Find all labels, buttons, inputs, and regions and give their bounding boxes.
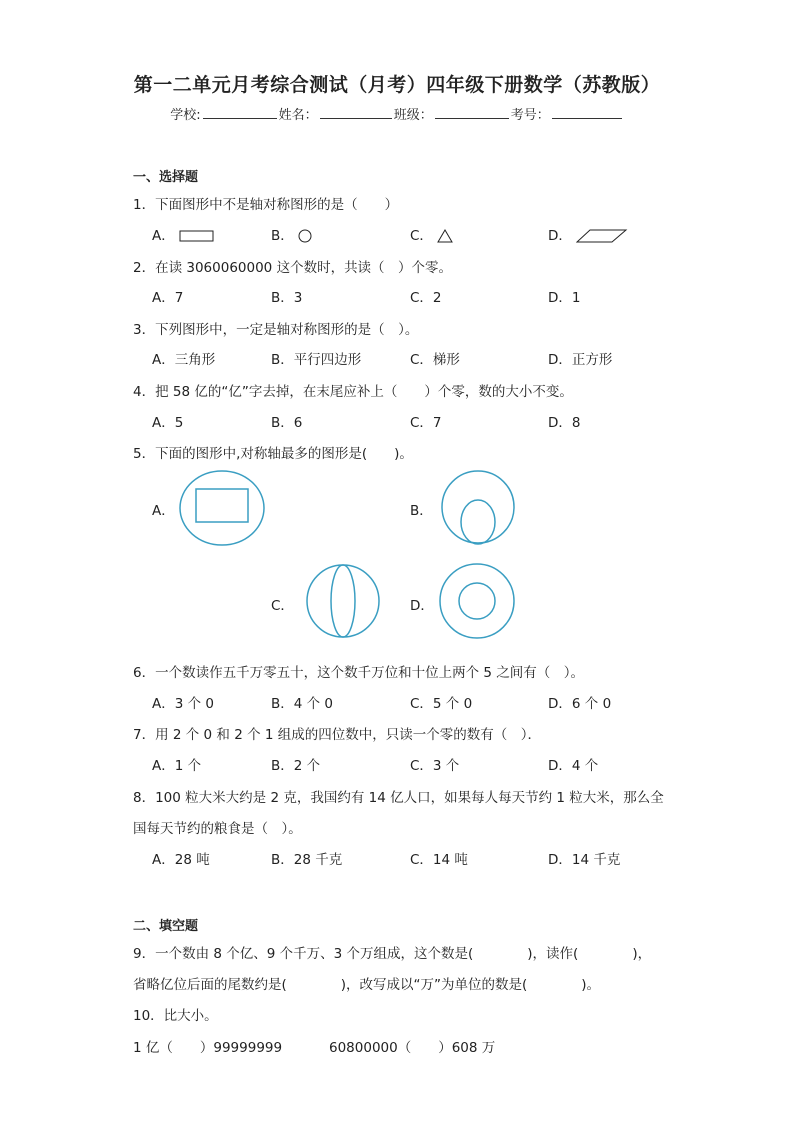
question-6: 6．一个数读作五千万零五十，这个数千万位和十位上两个 5 之间有（ ）。 (133, 665, 585, 681)
section-fill-heading: 二、填空题 (133, 919, 199, 934)
q7-option-d[interactable]: D．4 个 (548, 758, 599, 774)
q3-option-d[interactable]: D．正方形 (548, 352, 613, 368)
q2-option-d[interactable]: D．1 (548, 290, 581, 306)
question-9-line-1: 9．一个数由 8 个亿、9 个千万、3 个万组成，这个数是( )，读作( )， (133, 946, 652, 962)
question-4: 4．把 58 亿的“亿”字去掉，在末尾应补上（ ）个零，数的大小不变。 (133, 384, 573, 400)
q5-option-d[interactable]: D． (410, 598, 434, 614)
q6-option-b[interactable]: B．4 个 0 (271, 696, 334, 712)
school-label: 学校: (170, 108, 201, 123)
question-5: 5．下面的图形中,对称轴最多的图形是( )。 (133, 446, 413, 462)
rectangle-icon (179, 229, 215, 243)
class-blank[interactable] (435, 106, 509, 119)
q2-option-c[interactable]: C．2 (410, 290, 442, 306)
triangle-icon (437, 229, 455, 243)
q1-option-b[interactable]: B． (271, 224, 314, 244)
q8-option-d[interactable]: D．14 千克 (548, 852, 621, 868)
q5-option-a[interactable]: A． (152, 503, 175, 519)
q7-option-b[interactable]: B．2 个 (271, 758, 321, 774)
q2-option-a[interactable]: A．7 (152, 290, 184, 306)
q7-option-a[interactable]: A．1 个 (152, 758, 202, 774)
q10-compare-1[interactable]: 1 亿（ ）99999999 (133, 1040, 283, 1056)
name-blank[interactable] (320, 106, 392, 119)
question-10: 10．比大小。 (133, 1008, 218, 1024)
q5-figure-b-nested-circles (437, 470, 519, 545)
q5-figure-a-ellipse-rectangle (179, 469, 267, 549)
page-title: 第一二单元月考综合测试（月考）四年级下册数学（苏教版） (133, 74, 661, 96)
question-3: 3．下列图形中，一定是轴对称图形的是（ ）。 (133, 322, 419, 338)
q6-option-a[interactable]: A．3 个 0 (152, 696, 214, 712)
question-9-line-2: 省略亿位后面的尾数约是( )，改写成以“万”为单位的数是( )。 (133, 977, 601, 993)
parallelogram-icon (576, 229, 628, 243)
q5-option-b[interactable]: B． (410, 503, 433, 519)
class-label: 班级： (393, 108, 433, 123)
number-label: 考号： (510, 108, 550, 123)
q10-compare-2[interactable]: 60800000（ ）608 万 (329, 1040, 496, 1056)
q8-option-a[interactable]: A．28 吨 (152, 852, 210, 868)
name-label: 姓名： (278, 108, 318, 123)
question-2: 2．在读 3060060000 这个数时，共读（ ）个零。 (133, 260, 453, 276)
q5-option-c[interactable]: C． (271, 598, 294, 614)
school-blank[interactable] (203, 106, 277, 119)
question-8-line-1: 8．100 粒大米大约是 2 克，我国约有 14 亿人口，如果每人每天节约 1 粒大米，那么全 (133, 790, 664, 806)
q4-option-d[interactable]: D．8 (548, 415, 581, 431)
q5-figure-d-concentric-circles (437, 562, 519, 642)
number-blank[interactable] (552, 106, 622, 119)
section-choice-heading: 一、选择题 (133, 170, 199, 185)
q7-option-c[interactable]: C．3 个 (410, 758, 460, 774)
q8-option-b[interactable]: B．28 千克 (271, 852, 343, 868)
q3-option-b[interactable]: B．平行四边形 (271, 352, 362, 368)
student-info-line (0, 104, 794, 123)
q6-option-c[interactable]: C．5 个 0 (410, 696, 473, 712)
q6-option-d[interactable]: D．6 个 0 (548, 696, 612, 712)
q2-option-b[interactable]: B．3 (271, 290, 303, 306)
q4-option-a[interactable]: A．5 (152, 415, 184, 431)
question-8-line-2: 国每天节约的粮食是（ ）。 (133, 821, 302, 837)
q1-option-a[interactable]: A． (152, 224, 215, 244)
circle-icon (298, 229, 314, 243)
question-7: 7．用 2 个 0 和 2 个 1 组成的四位数中，只读一个零的数有（ ）． (133, 727, 542, 743)
q4-option-b[interactable]: B．6 (271, 415, 303, 431)
q5-figure-c-circle-vertical-ellipse (302, 563, 386, 639)
q3-option-c[interactable]: C．梯形 (410, 352, 460, 368)
q1-option-c[interactable]: C． (410, 224, 455, 244)
q1-option-d[interactable]: D． (548, 224, 628, 244)
q4-option-c[interactable]: C．7 (410, 415, 442, 431)
question-1: 1．下面图形中不是轴对称图形的是（ ） (133, 197, 399, 213)
q8-option-c[interactable]: C．14 吨 (410, 852, 468, 868)
q3-option-a[interactable]: A．三角形 (152, 352, 216, 368)
